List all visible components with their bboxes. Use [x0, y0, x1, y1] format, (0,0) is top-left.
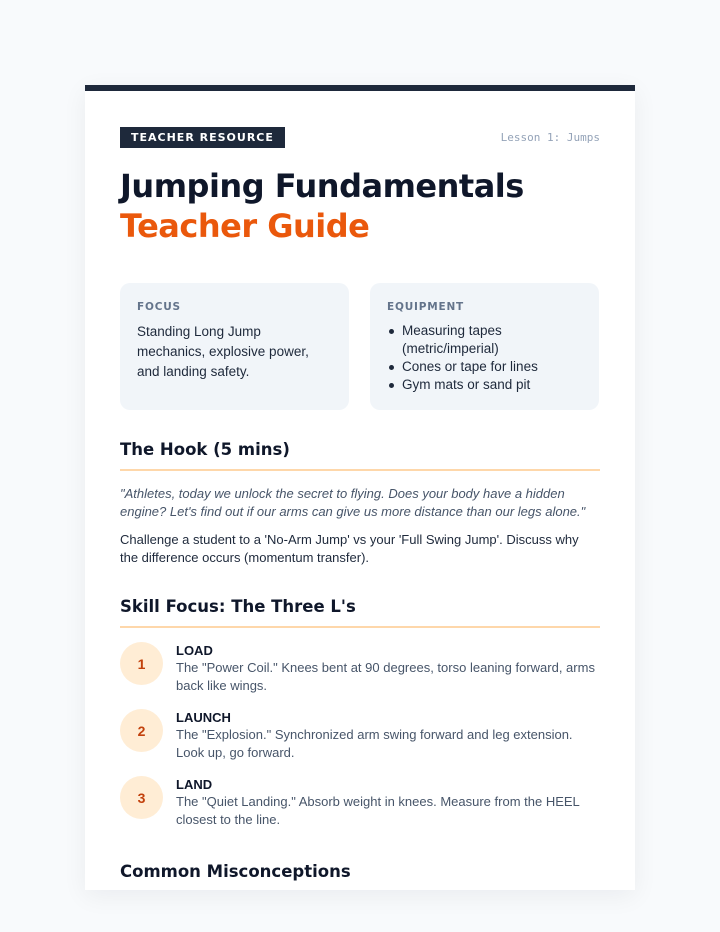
- skill-heading: Skill Focus: The Three L's: [120, 597, 600, 628]
- equipment-item: Measuring tapes (metric/imperial): [387, 322, 582, 358]
- step-item: [120, 642, 600, 709]
- step-number-badge: 1: [120, 642, 163, 685]
- step-title: LAND: [176, 777, 213, 792]
- hook-text: Challenge a student to a 'No-Arm Jump' vs your 'Full Swing Jump'. Discuss why the difference occurs (momentum transfer).: [120, 532, 579, 565]
- skill-steps: [120, 642, 600, 843]
- step-number-badge: 3: [120, 776, 163, 819]
- step-description: The "Power Coil." Knees bent at 90 degrees, torso leaning forward, arms back like wings.: [176, 660, 595, 693]
- equipment-list: [387, 322, 582, 394]
- misconceptions-heading: Common Misconceptions: [120, 862, 600, 890]
- hook-quote: "Athletes, today we unlock the secret to flying. Does your body have a hidden engine? Let's find out if our arms can give us more distance than our legs alone.": [120, 486, 586, 519]
- page-content: [120, 127, 600, 890]
- step-item: [120, 709, 600, 776]
- step-body: [176, 710, 600, 762]
- title-line-1: Jumping Fundamentals: [120, 167, 524, 205]
- focus-label: FOCUS: [137, 301, 181, 313]
- hook-heading: The Hook (5 mins): [120, 440, 600, 471]
- step-body: [176, 643, 600, 695]
- step-body: [176, 777, 600, 829]
- step-description: The "Quiet Landing." Absorb weight in knees. Measure from the HEEL closest to the line.: [176, 794, 580, 827]
- focus-card: [120, 283, 349, 410]
- equipment-label: EQUIPMENT: [387, 301, 464, 313]
- equipment-item: Gym mats or sand pit: [387, 376, 582, 394]
- page-title: [120, 166, 600, 246]
- title-line-2: Teacher Guide: [120, 207, 370, 245]
- equipment-item: Cones or tape for lines: [387, 358, 582, 376]
- lesson-label: Lesson 1: Jumps: [500, 131, 600, 144]
- focus-text: Standing Long Jump mechanics, explosive power, and landing safety.: [137, 324, 309, 379]
- resource-tag: TEACHER RESOURCE: [120, 127, 285, 148]
- step-description: The "Explosion." Synchronized arm swing forward and leg extension. Look up, go forward.: [176, 727, 573, 760]
- info-cards: [120, 283, 600, 410]
- step-item: [120, 776, 600, 843]
- step-title: LAUNCH: [176, 710, 231, 725]
- page-header: [120, 127, 600, 148]
- step-title: LOAD: [176, 643, 213, 658]
- step-number-badge: 2: [120, 709, 163, 752]
- equipment-card: [370, 283, 599, 410]
- guide-page: [85, 85, 635, 890]
